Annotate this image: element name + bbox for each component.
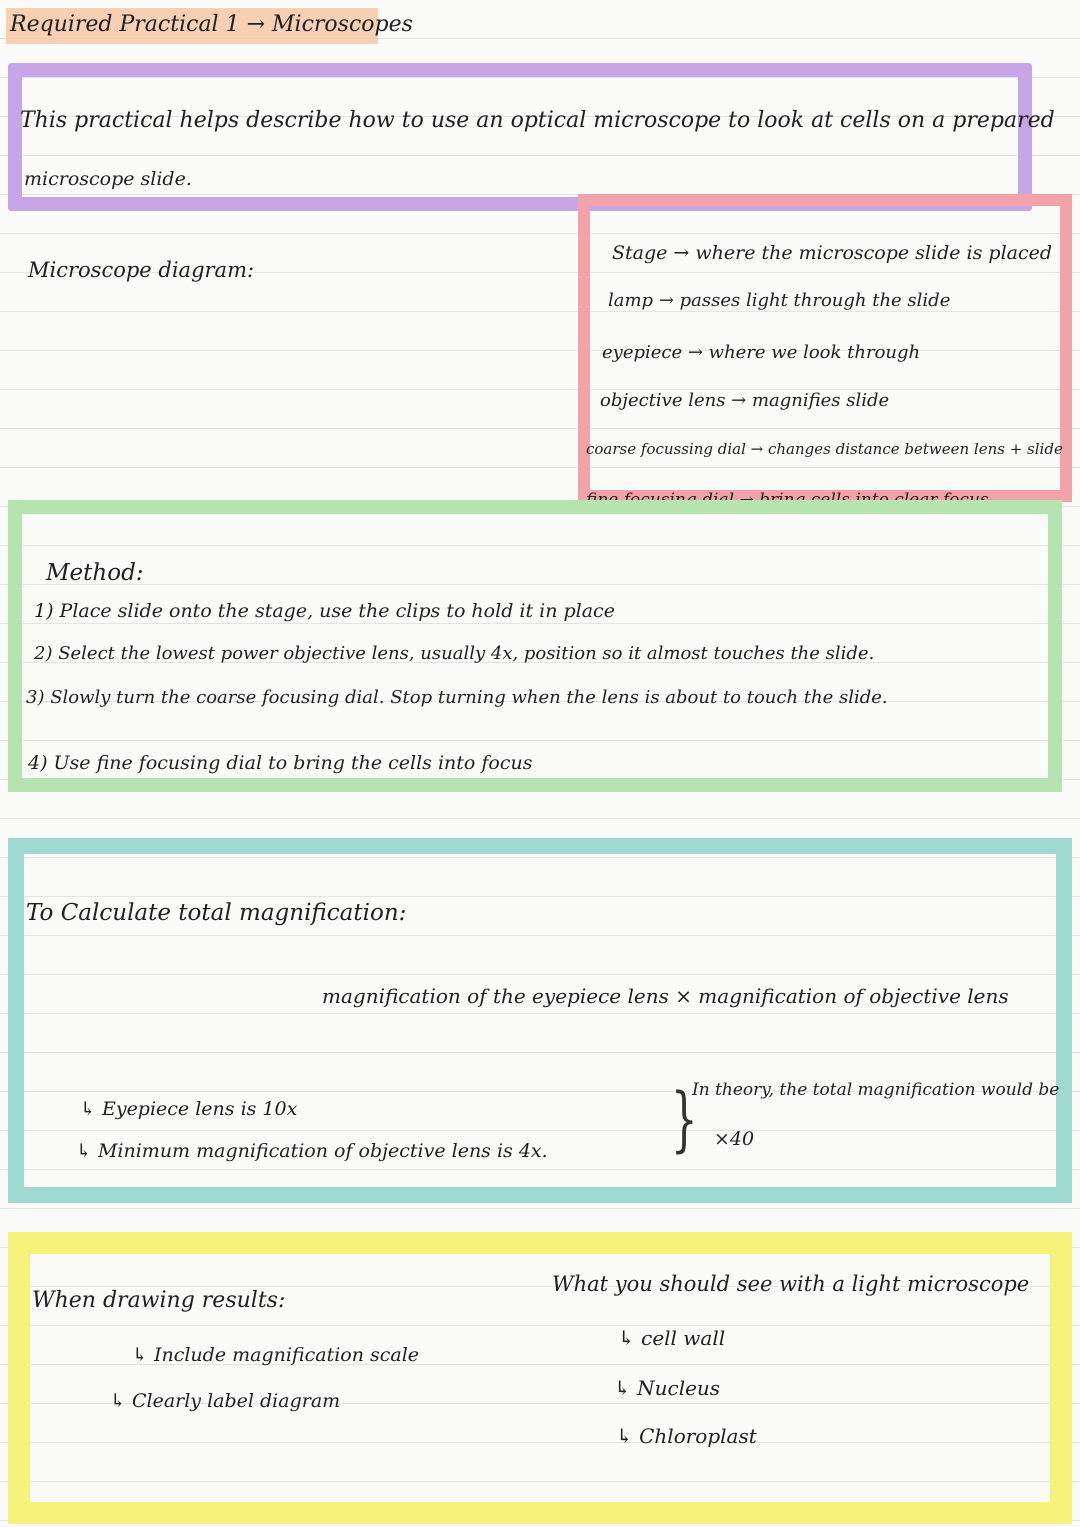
method-step-1: 1) Place slide onto the stage, use the clips to hold it in place [34,600,615,622]
eyepiece-note: ↳ Eyepiece lens is 10x [80,1098,298,1120]
see-title: What you should see with a light microscope [552,1272,1030,1296]
theory-note: In theory, the total magnification would be [692,1080,1060,1100]
part-eyepiece: eyepiece → where we look through [602,342,921,363]
method-step-4: 4) Use fine focusing dial to bring the cells into focus [28,752,533,774]
drawing-title: When drawing results: [32,1288,286,1313]
page-title: Required Practical 1 → Microscopes [10,12,413,37]
intro-line-1: This practical helps describe how to use an optical microscope to look at cells on a prepared [20,108,1055,133]
part-fine-dial: fine focusing dial → bring cells into clear focus [586,490,989,510]
drawing-item-2: ↳ Clearly label diagram [110,1390,341,1412]
part-lamp: lamp → passes light through the slide [608,290,951,311]
see-item-cell-wall: ↳ cell wall [618,1326,726,1350]
diagram-label: Microscope diagram: [28,258,255,282]
intro-line-2: microscope slide. [24,168,192,190]
part-coarse-dial: coarse focussing dial → changes distance between lens + slide [586,440,1063,458]
magnification-title: To Calculate total magnification: [26,900,407,926]
method-step-3: 3) Slowly turn the coarse focusing dial. Stop turning when the lens is about to touch the slide. [26,687,888,708]
see-item-chloroplast: ↳ Chloroplast [616,1424,757,1448]
brace-symbol: } [670,1078,698,1160]
see-item-nucleus: ↳ Nucleus [614,1376,721,1400]
objective-note: ↳ Minimum magnification of objective lens is 4x. [76,1140,548,1162]
part-objective-lens: objective lens → magnifies slide [600,390,890,411]
method-step-2: 2) Select the lowest power objective lens, usually 4x, position so it almost touches the slide. [34,643,875,664]
magnification-formula: magnification of the eyepiece lens × magnification of objective lens [322,984,1009,1008]
drawing-item-1: ↳ Include magnification scale [132,1344,420,1366]
method-title: Method: [46,560,144,586]
part-stage: Stage → where the microscope slide is placed [612,242,1053,264]
theory-value: ×40 [714,1128,755,1150]
